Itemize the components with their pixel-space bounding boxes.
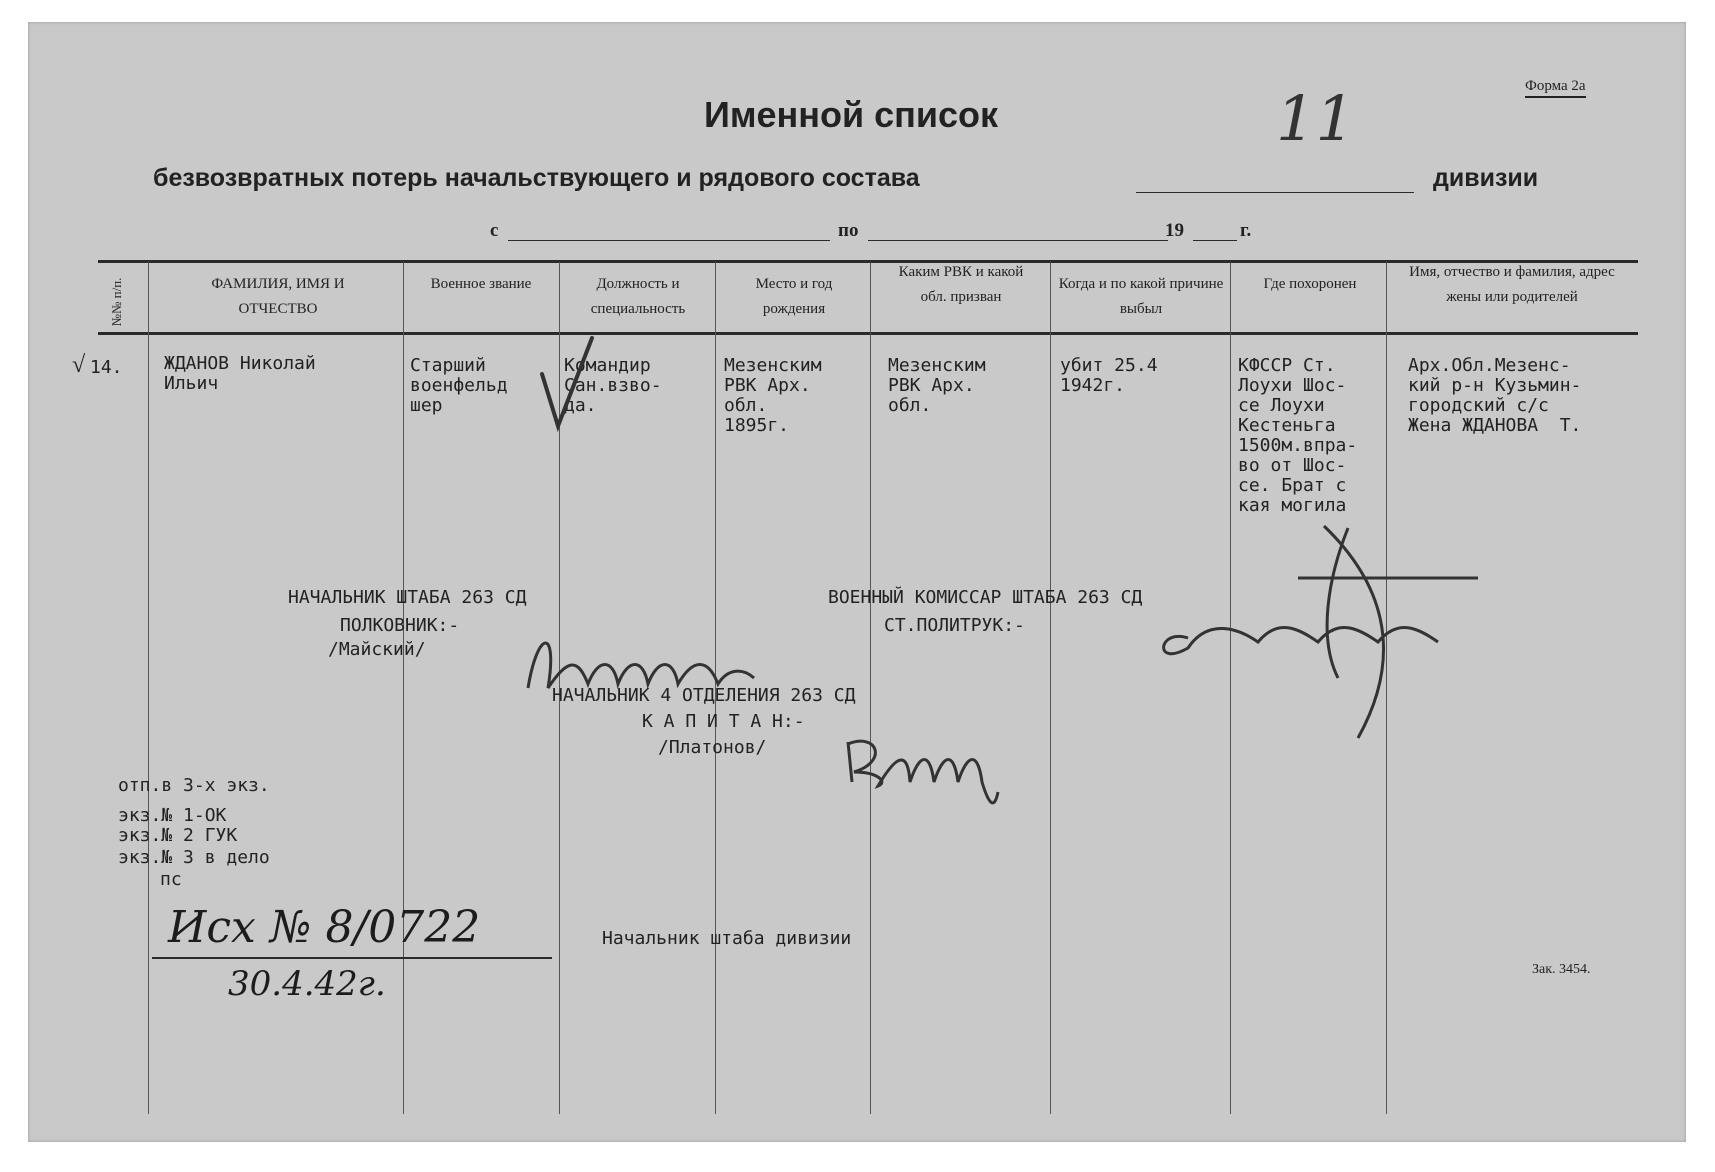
chief-signature-icon [518, 618, 758, 708]
dept-head-rank: К А П И Т А Н:- [642, 711, 805, 732]
column-divider [403, 262, 404, 1114]
col-header-reason: Когда и по какой причине выбыл [1058, 276, 1224, 317]
period-from-label: с [490, 220, 499, 241]
commissar-rank: СТ.ПОЛИТРУК:- [884, 615, 1025, 636]
division-blank-line [1136, 192, 1414, 193]
col-header-draft: Каким РВК и какой обл. призван [898, 264, 1024, 305]
distribution-line-3: экз.№ 2 ГУК [118, 825, 238, 846]
row-rank: Старший военфельд шер [410, 355, 508, 416]
division-handwritten-mark: 11 [1276, 82, 1355, 155]
row-draft: Мезенским РВК Арх. обл. [888, 355, 986, 416]
chief-of-staff-name: /Майский/ [328, 639, 426, 660]
row-check-mark: √ [72, 352, 86, 378]
document-title: Именной список [704, 94, 999, 135]
col-header-burial: Где похоронен [1263, 276, 1357, 292]
distribution-line-4: экз.№ 3 в дело [118, 847, 270, 868]
check-mark-icon [538, 334, 598, 444]
distribution-line-1: отп.в 3-х экз. [118, 775, 270, 796]
period-year-suffix: г. [1240, 220, 1252, 241]
row-number: 14. [90, 357, 123, 378]
document-sheet [28, 22, 1686, 1142]
period-from-line [508, 240, 830, 241]
period-to-label: по [838, 220, 859, 241]
handwritten-reference: Исх № 8/0722 [168, 902, 481, 953]
dept-head-signature-icon [838, 722, 1018, 822]
col-header-number: №№ п/п. [109, 277, 124, 327]
column-divider [870, 262, 871, 1114]
period-year-line [1193, 240, 1237, 241]
document-subtitle: безвозвратных потерь начальствующего и рядового состава [153, 164, 920, 192]
form-label: Форма 2а [1525, 78, 1586, 98]
row-burial: КФССР Ст. Лоухи Шос- се Лоухи Кестеньга 1500м.впра- во от Шос- се. Брат с кая могила [1238, 355, 1358, 516]
division-suffix: дивизии [1433, 164, 1539, 192]
row-birth: Мезенским РВК Арх. обл. 1895г. [724, 355, 822, 436]
row-position: Командир Сан.взво- да. [564, 355, 662, 416]
commissar-signature-icon [1148, 518, 1488, 748]
period-to-line [868, 240, 1168, 241]
chief-of-staff-rank: ПОЛКОВНИК:- [340, 615, 460, 636]
table-header-rule [98, 332, 1638, 335]
column-divider [1050, 262, 1051, 1114]
col-header-name: ФАМИЛИЯ, ИМЯ И ОТЧЕСТВО [211, 276, 345, 317]
row-reason: убит 25.4 1942г. [1060, 355, 1158, 396]
row-name: ЖДАНОВ Николай Ильич [164, 353, 316, 394]
order-number: Зак. 3454. [1532, 962, 1591, 977]
col-header-birth: Место и год рождения [755, 276, 833, 317]
col-header-position: Должность и специальность [590, 276, 686, 317]
dept-head-title: НАЧАЛЬНИК 4 ОТДЕЛЕНИЯ 263 СД [552, 685, 856, 706]
distribution-line-2: экз.№ 1-ОК [118, 805, 227, 826]
handwritten-date: 30.4.42г. [228, 964, 386, 1004]
col-header-rank: Военное звание [430, 276, 532, 292]
division-chief-label: Начальник штаба дивизии [602, 928, 852, 949]
reference-underline [152, 957, 552, 959]
dept-head-name: /Платонов/ [658, 737, 767, 758]
distribution-line-5: пс [160, 869, 182, 890]
commissar-title: ВОЕННЫЙ КОМИССАР ШТАБА 263 СД [828, 587, 1143, 608]
row-relatives: Арх.Обл.Мезенс- кий р-н Кузьмин- городский с/с Жена ЖДАНОВА Т. [1408, 355, 1582, 436]
col-header-relatives: Имя, отчество и фамилия, адрес жены или родителей [1409, 264, 1615, 305]
period-year: 19 [1165, 220, 1184, 241]
column-divider [148, 262, 149, 1114]
chief-of-staff-title: НАЧАЛЬНИК ШТАБА 263 СД [288, 587, 527, 608]
